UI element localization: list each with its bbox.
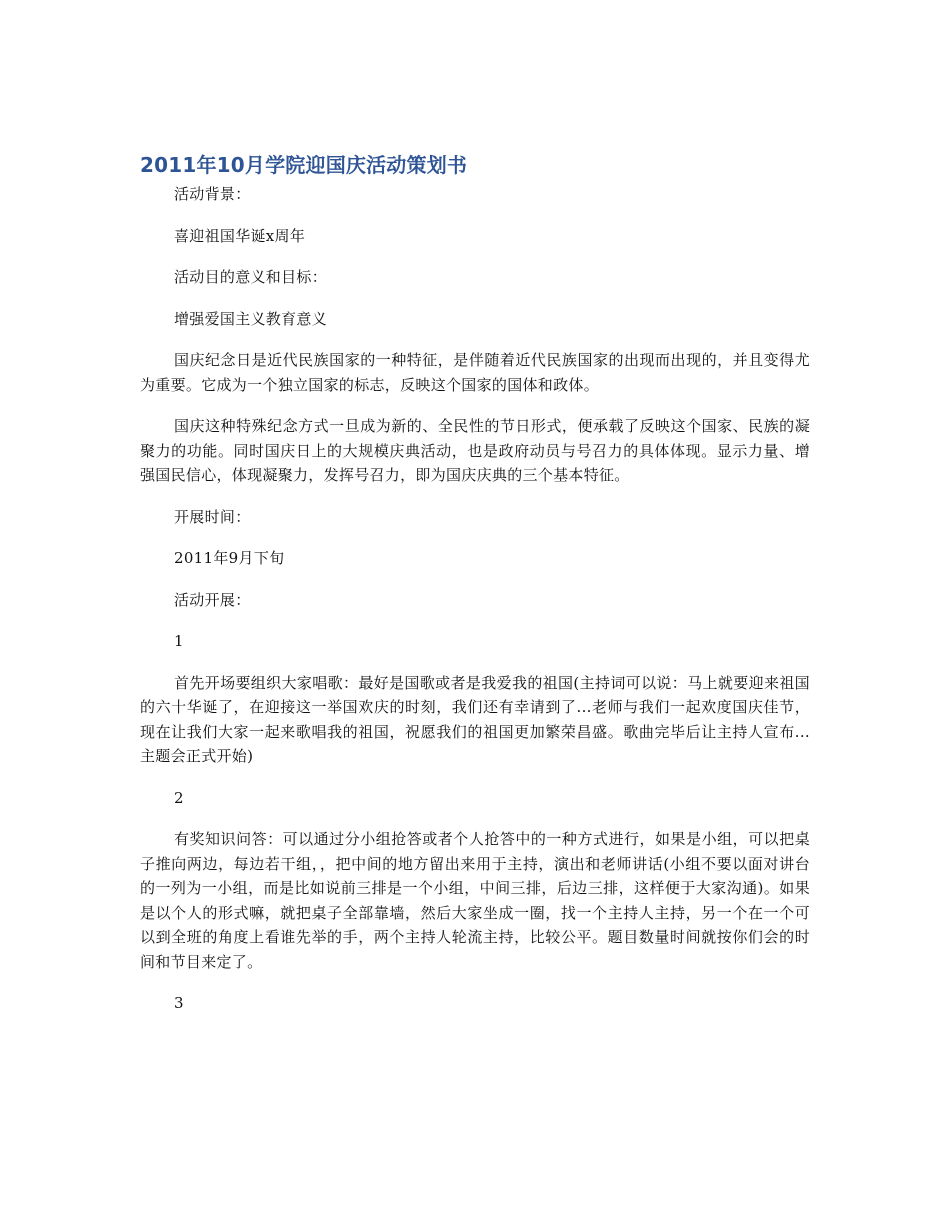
- paragraph-step-2-text: 有奖知识问答：可以通过分小组抢答或者个人抢答中的一种方式进行，如果是小组，可以把桌子推向两边，每边若干组，，把中间的地方留出来用于主持，演出和老师讲话(小组不要以面对讲台的一列为一小组，而是比如说前三排是一个小组，中间三排，后边三排，这样便于大家沟通)。如果是以个人的形式嘛，就把桌子全部靠墙，然后大家坐成一圈，找一个主持人主持，另一个在一个可以到全班的角度上看谁先举的手，两个主持人轮流主持，比较公平。题目数量时间就按你们会的时间和节目来定了。: [140, 830, 810, 971]
- paragraph-step-number-1: 1: [174, 632, 184, 650]
- paragraph-time-heading: 开展时间：: [174, 507, 251, 526]
- paragraph-activity-heading: 活动开展：: [174, 590, 251, 609]
- paragraph-national-day-function: 国庆这种特殊纪念方式一旦成为新的、全民性的节日形式，便承载了反映这个国家、民族的凝聚力的功能。同时国庆日上的大规模庆典活动，也是政府动员与号召力的具体体现。显示力量、增强国民信心，体现凝聚力，发挥号召力，即为国庆庆典的三个基本特征。: [140, 417, 810, 484]
- document-body: [140, 150, 810, 1016]
- paragraph-goal-text: 增强爱国主义教育意义: [174, 309, 328, 328]
- paragraph-step-number-3: 3: [174, 994, 184, 1012]
- paragraph-national-day-meaning: 国庆纪念日是近代民族国家的一种特征，是伴随着近代民族国家的出现而出现的，并且变得尤为重要。它成为一个独立国家的标志，反映这个国家的国体和政体。: [140, 351, 810, 394]
- paragraph-background-text: 喜迎祖国华诞x周年: [174, 226, 306, 245]
- paragraph-step-number-2: 2: [174, 788, 184, 807]
- paragraph-time-text: 2011年9月下旬: [174, 549, 285, 567]
- paragraph-goal-heading: 活动目的意义和目标：: [174, 268, 328, 286]
- paragraph-background-heading: 活动背景：: [174, 185, 251, 203]
- paragraph-step-1-text: 首先开场要组织大家唱歌：最好是国歌或者是我爱我的祖国(主持词可以说：马上就要迎来祖国的六十华诞了，在迎接这一举国欢庆的时刻，我们还有幸请到了...老师与我们一起欢度国庆佳节，现在让我们大家一起来歌唱我的祖国，祝愿我们的祖国更加繁荣昌盛。歌曲完毕后让主持人宣布...主题会正式开始): [140, 673, 810, 765]
- document-title: 2011年10月学院迎国庆活动策划书: [140, 153, 468, 177]
